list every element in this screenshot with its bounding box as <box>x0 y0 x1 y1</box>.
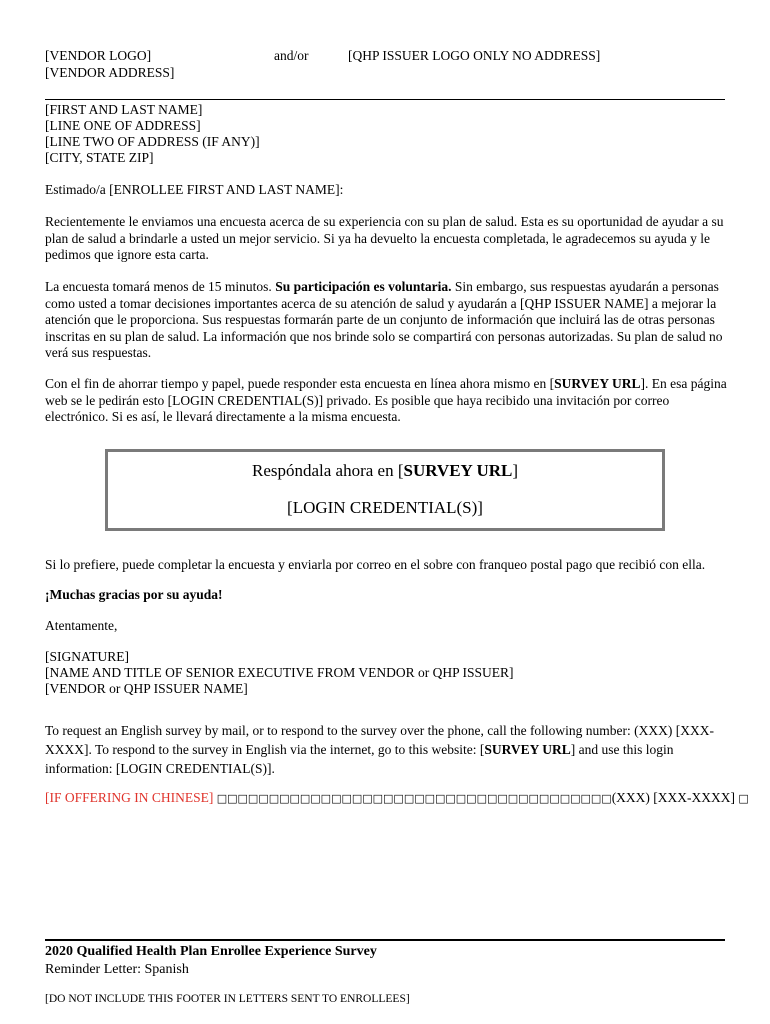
thanks-line: ¡Muchas gracias por su ayuda! <box>45 587 223 602</box>
chinese-option-line <box>45 790 749 808</box>
paragraph-online: Con el fin de ahorrar tiempo y papel, puede responder esta encuesta en línea ahora mismo en [SURVEY URL]. En esa página web se le pedirán esto [LOGIN CREDENTIAL(S)] privado. Es posible que haya recibido una invitación por correo electrónico. Si es así, le llevará directamente a la misma encuesta. <box>45 376 727 424</box>
salutation: Estimado/a [ENROLLEE FIRST AND LAST NAME]: <box>45 182 344 197</box>
survey-callout-box <box>105 449 665 531</box>
header-divider <box>45 99 725 100</box>
paragraph-mail-option: Si lo prefiere, puede completar la encuesta y enviarla por correo en el sobre con franqueo postal pago que recibió con ella. <box>45 557 706 572</box>
survey-url-emphasis: SURVEY URL <box>554 376 641 391</box>
and-or-text: and/or <box>274 48 309 63</box>
callout-survey-url: Respóndala ahora en [SURVEY URL] <box>251 461 519 480</box>
footer-title: 2020 Qualified Health Plan Enrollee Experience Survey <box>45 944 377 959</box>
closing: Atentamente, <box>45 618 118 633</box>
footer-divider <box>45 939 725 941</box>
paragraph-intro: Recientemente le enviamos una encuesta acerca de su experiencia con su plan de salud. Esta es su oportunidad de ayudar a su plan de salud a brindarle a usted un mejor servicio. Si ya ha devuelto la encuesta completada, le agradecemos su ayuda y le pedimos que ignore esta carta. <box>45 214 724 262</box>
chinese-text-glyphs: □□□□□□□□□□□□□□□□□□□□□□□□□□□□□□□□□□□□□□ <box>216 792 612 805</box>
recipient-name: [FIRST AND LAST NAME] <box>45 102 203 117</box>
signature-placeholder: [SIGNATURE] <box>45 649 129 664</box>
address-city: [CITY, STATE ZIP] <box>45 150 154 165</box>
paragraph-english-option: To request an English survey by mail, or to respond to the survey over the phone, call the following number: (XXX) [XXX-XXXX]. To respond to the survey in English via the internet, go to this website: [SURVEY URL] and use this login information: [LOGIN CREDENTIAL(S)]. <box>45 723 715 776</box>
english-survey-url: SURVEY URL <box>484 742 571 757</box>
voluntary-emphasis: Su participación es voluntaria. <box>275 279 452 294</box>
chinese-phone: (XXX) [XXX-XXXX] <box>611 790 739 805</box>
chinese-end-glyph: □ <box>738 792 749 805</box>
address-line-two: [LINE TWO OF ADDRESS (IF ANY)] <box>45 134 260 149</box>
chinese-option-tag: [IF OFFERING IN CHINESE] <box>45 790 214 805</box>
address-line-one: [LINE ONE OF ADDRESS] <box>45 118 201 133</box>
signer-organization: [VENDOR or QHP ISSUER NAME] <box>45 681 248 696</box>
qhp-logo-placeholder: [QHP ISSUER LOGO ONLY NO ADDRESS] <box>348 48 601 63</box>
paragraph-voluntary: La encuesta tomará menos de 15 minutos. Su participación es voluntaria. Sin embargo, sus respuestas ayudarán a personas como usted a tomar decisiones importantes acerca de su atención de salud y ayudarán a [QHP ISSUER NAME] a mejorar la atención que le proporciona. Sus respuestas formarán parte de un conjunto de información que incluirá las de otras personas inscritas en su plan de salud. La información que nos brinde solo se compartirá con personas autorizadas. Su plan de salud no verá sus respuestas. <box>45 279 723 360</box>
vendor-logo-placeholder: [VENDOR LOGO] <box>45 48 152 63</box>
vendor-address-placeholder: [VENDOR ADDRESS] <box>45 65 175 80</box>
footer-note: [DO NOT INCLUDE THIS FOOTER IN LETTERS SENT TO ENROLLEES] <box>45 993 410 1005</box>
callout-login-credentials: [LOGIN CREDENTIAL(S)] <box>287 498 483 517</box>
footer-subtitle: Reminder Letter: Spanish <box>45 962 189 977</box>
signer-name-title: [NAME AND TITLE OF SENIOR EXECUTIVE FROM VENDOR or QHP ISSUER] <box>45 665 514 680</box>
